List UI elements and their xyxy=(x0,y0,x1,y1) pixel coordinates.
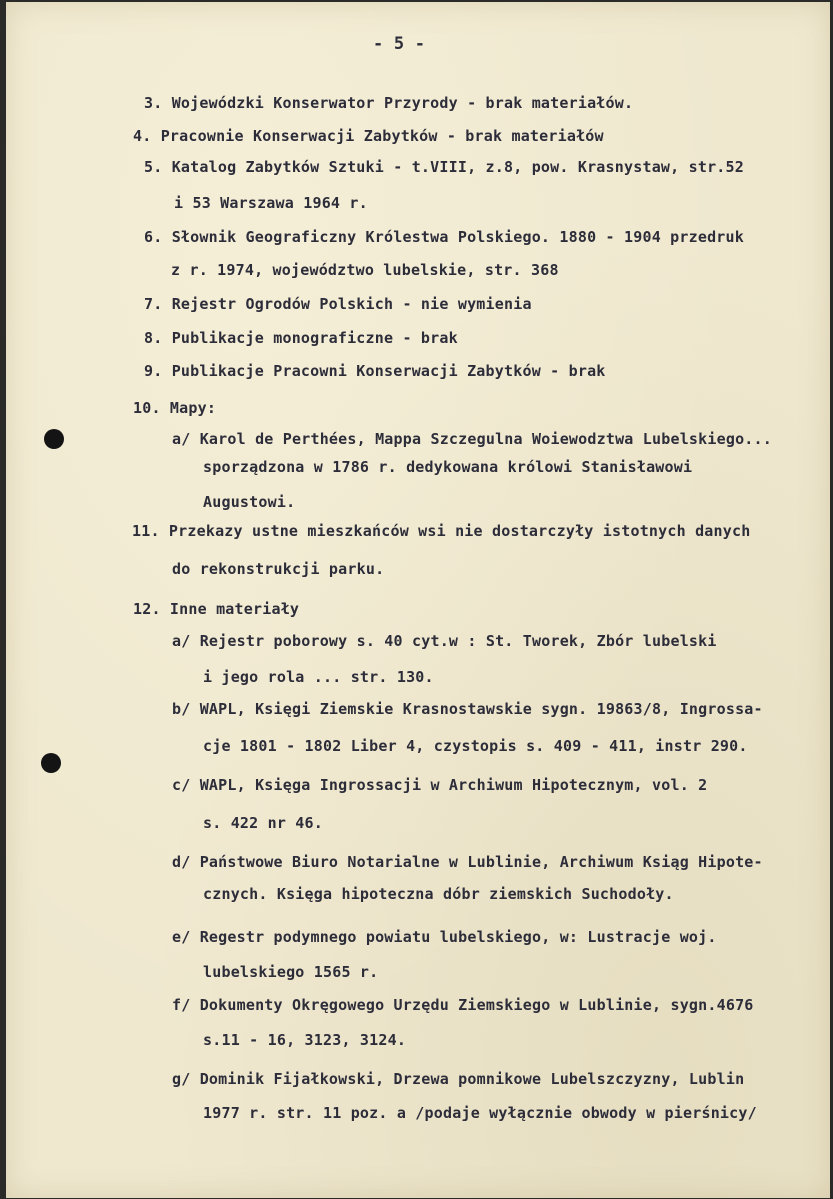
list-item-9: 9. Publikacje Pracowni Konserwacji Zabytków - brak xyxy=(144,362,606,380)
list-item-3: 3. Wojewódzki Konserwator Przyrody - brak materiałów. xyxy=(144,94,634,112)
list-item-12c: c/ WAPL, Księga Ingrossacji w Archiwum Hipotecznym, vol. 2 xyxy=(172,776,708,794)
list-item-12d-cont: cznych. Księga hipoteczna dóbr ziemskich Suchodoły. xyxy=(203,885,674,903)
list-item-10: 10. Mapy: xyxy=(133,399,217,417)
list-item-10a-cont: Augustowi. xyxy=(203,493,296,511)
page-number: - 5 - xyxy=(373,34,426,54)
list-item-12g-cont: 1977 r. str. 11 poz. a /podaje wyłącznie obwody w pierśnicy/ xyxy=(203,1104,757,1122)
list-item-6: 6. Słownik Geograficzny Królestwa Polskiego. 1880 - 1904 przedruk xyxy=(144,228,744,246)
list-item-12d: d/ Państwowe Biuro Notarialne w Lublinie, Archiwum Ksiąg Hipote- xyxy=(172,853,763,871)
list-item-6-cont: z r. 1974, województwo lubelskie, str. 368 xyxy=(171,261,559,279)
list-item-5: 5. Katalog Zabytków Sztuki - t.VIII, z.8, pow. Krasnystaw, str.52 xyxy=(144,158,744,176)
punch-hole xyxy=(41,753,61,773)
list-item-12g: g/ Dominik Fijałkowski, Drzewa pomnikowe Lubelszczyzny, Lublin xyxy=(172,1070,745,1088)
list-item-5-cont: i 53 Warszawa 1964 r. xyxy=(174,194,368,212)
list-item-12b-cont: cje 1801 - 1802 Liber 4, czystopis s. 409 - 411, instr 290. xyxy=(203,737,748,755)
list-item-11: 11. Przekazy ustne mieszkańców wsi nie dostarczyły istotnych danych xyxy=(132,522,751,540)
list-item-4: 4. Pracownie Konserwacji Zabytków - brak materiałów xyxy=(133,127,604,145)
list-item-10a-cont: sporządzona w 1786 r. dedykowana królowi Stanisławowi xyxy=(203,458,693,476)
list-item-12f: f/ Dokumenty Okręgowego Urzędu Ziemskiego w Lublinie, sygn.4676 xyxy=(172,996,754,1014)
list-item-12: 12. Inne materiały xyxy=(133,600,300,618)
list-item-12a: a/ Rejestr poborowy s. 40 cyt.w : St. Tworek, Zbór lubelski xyxy=(172,632,717,650)
list-item-12e: e/ Regestr podymnego powiatu lubelskiego, w: Lustracje woj. xyxy=(172,928,717,946)
list-item-12e-cont: lubelskiego 1565 r. xyxy=(203,963,379,981)
document-page xyxy=(6,2,830,1198)
list-item-10a: a/ Karol de Perthées, Mappa Szczegulna Woiewodztwa Lubelskiego... xyxy=(172,430,772,448)
list-item-12f-cont: s.11 - 16, 3123, 3124. xyxy=(203,1031,407,1049)
list-item-11-cont: do rekonstrukcji parku. xyxy=(172,560,385,578)
list-item-12a-cont: i jego rola ... str. 130. xyxy=(203,668,434,686)
punch-hole xyxy=(44,429,64,449)
list-item-7: 7. Rejestr Ogrodów Polskich - nie wymienia xyxy=(144,295,532,313)
list-item-8: 8. Publikacje monograficzne - brak xyxy=(144,329,458,347)
list-item-12b: b/ WAPL, Księgi Ziemskie Krasnostawskie sygn. 19863/8, Ingrossa- xyxy=(172,700,763,718)
list-item-12c-cont: s. 422 nr 46. xyxy=(203,814,323,832)
